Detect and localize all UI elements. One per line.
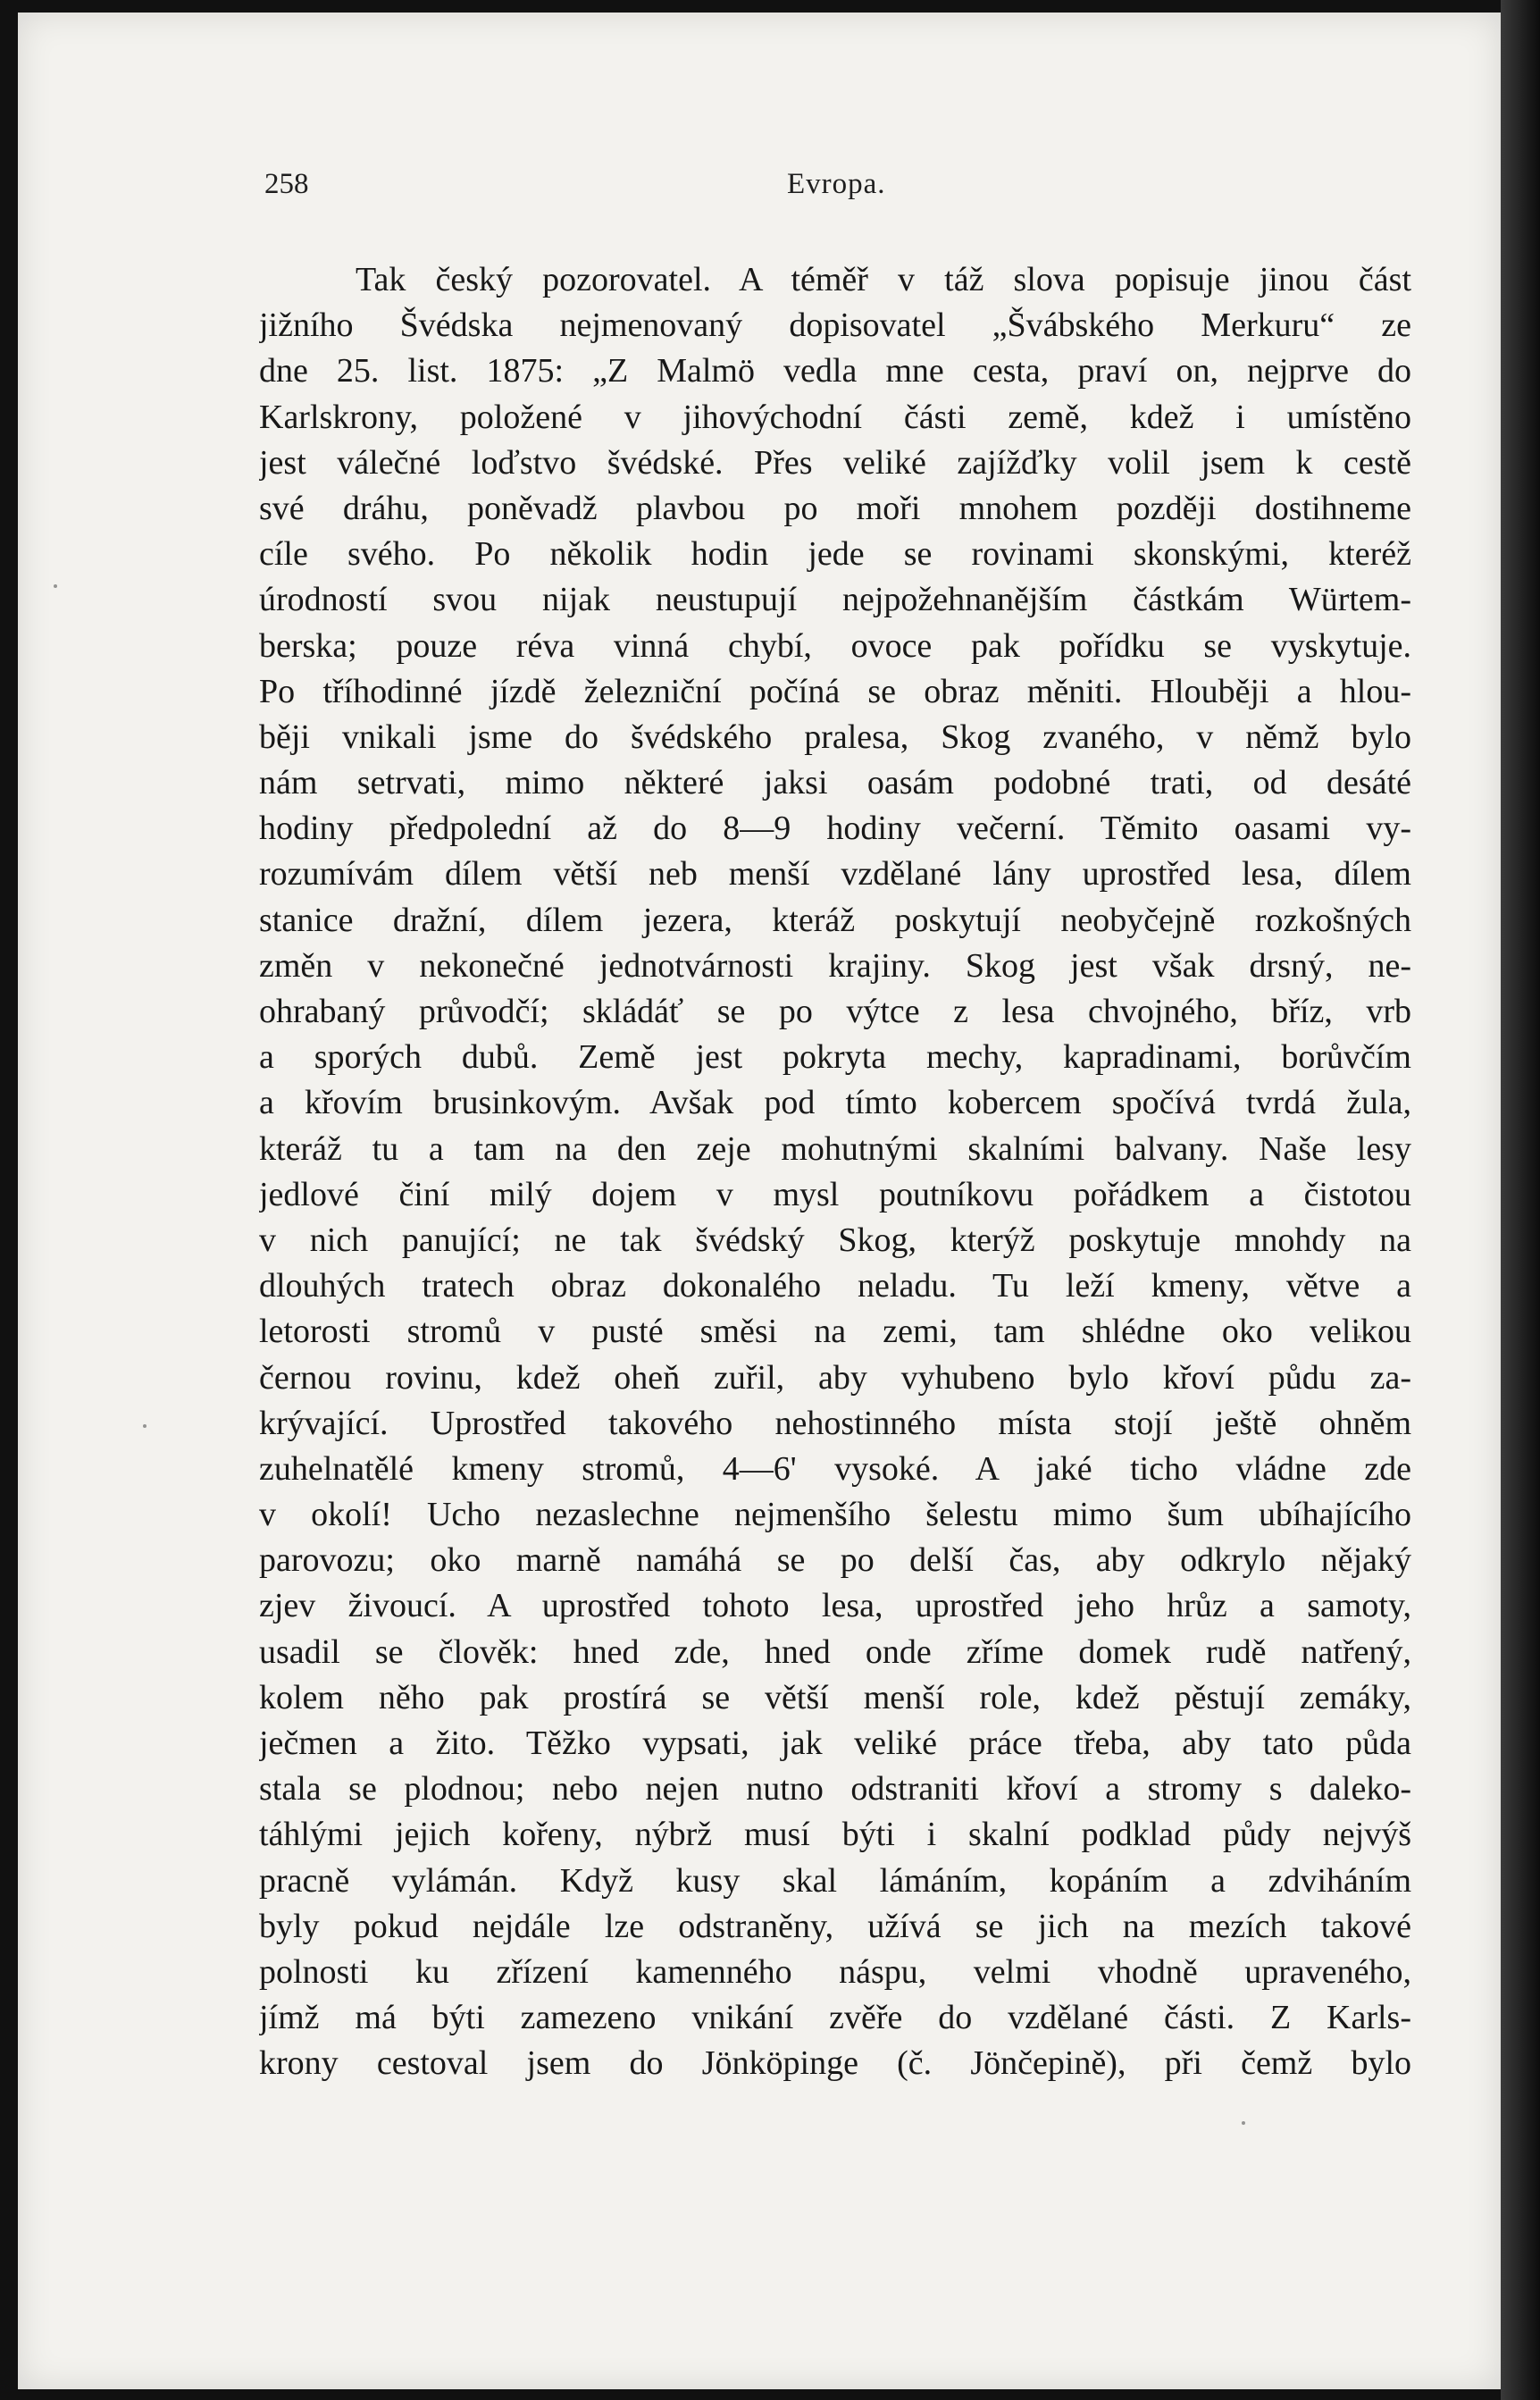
text-line: jižního Švédska nejmenovaný dopisovatel „Švábského Merkuru“ ze	[259, 306, 1411, 345]
text-line: polnosti ku zřízení kamenného náspu, velmi vhodně upraveného,	[259, 1952, 1411, 1991]
text-line: parovozu; oko marně namáhá se po delší čas, aby odkrylo nějaký	[259, 1541, 1411, 1580]
text-line: krývající. Uprostřed takového nehostinného místa stojí ještě ohněm	[259, 1404, 1411, 1442]
text-line: usadil se člověk: hned zde, hned onde zříme domek rudě natřený,	[259, 1632, 1411, 1671]
text-line: byly pokud nejdále lze odstraněny, užívá se jich na mezích takové	[259, 1907, 1411, 1945]
text-line: kolem něho pak prostírá se větší menší role, kdež pěstují zemáky,	[259, 1678, 1411, 1716]
text-line: ohrabaný průvodčí; skládáť se po výtce z lesa chvojného, bříz, vrb	[259, 993, 1411, 1030]
text-line: stanice dražní, dílem jezera, kteráž poskytují neobyčejně rozkošných	[259, 901, 1411, 939]
text-line: své dráhu, poněvadž plavbou po moři mnohem později dostihneme	[259, 489, 1411, 527]
text-line: a křovím brusinkovým. Avšak pod tímto kobercem spočívá tvrdá žula,	[259, 1084, 1411, 1122]
paper-speck	[143, 1424, 146, 1428]
text-line: krony cestoval jsem do Jönköpinge (č. Jönčepině), při čemž bylo	[259, 2044, 1411, 2083]
text-line: letorosti stromů v pusté směsi na zemi, tam shlédne oko velikou	[259, 1313, 1411, 1351]
text-line: Karlskrony, položené v jihovýchodní části země, kdež i umístěno	[259, 398, 1411, 436]
text-line: dne 25. list. 1875: „Z Malmö vedla mne cesta, praví on, nejprve do	[259, 352, 1411, 390]
text-line: berska; pouze réva vinná chybí, ovoce pak pořídku se vyskytuje.	[259, 626, 1411, 665]
page-edge-shadow	[1501, 0, 1540, 2400]
page-number: 258	[264, 168, 309, 200]
paper-speck	[54, 584, 57, 588]
text-line: stala se plodnou; nebo nejen nutno odstraniti křoví a stromy s daleko-	[259, 1770, 1411, 1808]
text-line: hodiny předpolední až do 8—9 hodiny večerní. Těmito oasami vy-	[259, 810, 1411, 848]
body-text	[259, 257, 1411, 2087]
text-line: jest válečné loďstvo švédské. Přes veliké zajížďky volil jsem k cestě	[259, 443, 1411, 482]
paper-speck	[1242, 2121, 1245, 2125]
text-line: změn v nekonečné jednotvárnosti krajiny. Skog jest však drsný, ne-	[259, 946, 1411, 985]
text-line: ječmen a žito. Těžko vypsati, jak veliké práce třeba, aby tato půda	[259, 1724, 1411, 1762]
text-line: kteráž tu a tam na den zeje mohutnými skalními balvany. Naše lesy	[259, 1129, 1411, 1168]
text-line: táhlými jejich kořeny, nýbrž musí býti i skalní podklad půdy nejvýš	[259, 1816, 1411, 1854]
text-line: rozumívám dílem větší neb menší vzdělané lány uprostřed lesa, dílem	[259, 855, 1411, 894]
text-line: zjev živoucí. A uprostřed tohoto lesa, uprostřed jeho hrůz a samoty,	[259, 1587, 1411, 1625]
text-line: úrodností svou nijak neustupují nejpožehnanějším částkám Würtem-	[259, 581, 1411, 619]
running-title: Evropa.	[787, 168, 886, 200]
text-line: jímž má býti zamezeno vnikání zvěře do vzdělané části. Z Karls-	[259, 1999, 1411, 2037]
text-line: dlouhých tratech obraz dokonalého neladu. Tu leží kmeny, větve a	[259, 1267, 1411, 1305]
text-line: cíle svého. Po několik hodin jede se rovinami skonskými, kteréž	[259, 535, 1411, 574]
text-line: zuhelnatělé kmeny stromů, 4—6' vysoké. A jaké ticho vládne zde	[259, 1449, 1411, 1488]
text-line: a sporých dubů. Země jest pokryta mechy, kapradinami, borůvčím	[259, 1038, 1411, 1077]
text-line: Tak český pozorovatel. A téměř v táž slova popisuje jinou část	[356, 261, 1411, 298]
text-line: v okolí! Ucho nezaslechne nejmenšího šelestu mimo šum ubíhajícího	[259, 1496, 1411, 1534]
text-line: v nich panující; ne tak švédský Skog, kterýž poskytuje mnohdy na	[259, 1221, 1411, 1259]
text-line: Po tříhodinné jízdě železniční počíná se obraz měniti. Hlouběji a hlou-	[259, 672, 1411, 710]
text-line: černou rovinu, kdež oheň zuřil, aby vyhubeno bylo křoví půdu za-	[259, 1358, 1411, 1397]
text-line: běji vnikali jsme do švédského pralesa, Skog zvaného, v němž bylo	[259, 717, 1411, 756]
text-line: jedlové činí milý dojem v mysl poutníkovu pořádkem a čistotou	[259, 1175, 1411, 1213]
text-line: nám setrvati, mimo některé jaksi oasám podobné trati, od desáté	[259, 764, 1411, 802]
running-head	[264, 168, 1408, 213]
text-line: pracně vylámán. Když kusy skal lámáním, kopáním a zdviháním	[259, 1861, 1411, 1900]
